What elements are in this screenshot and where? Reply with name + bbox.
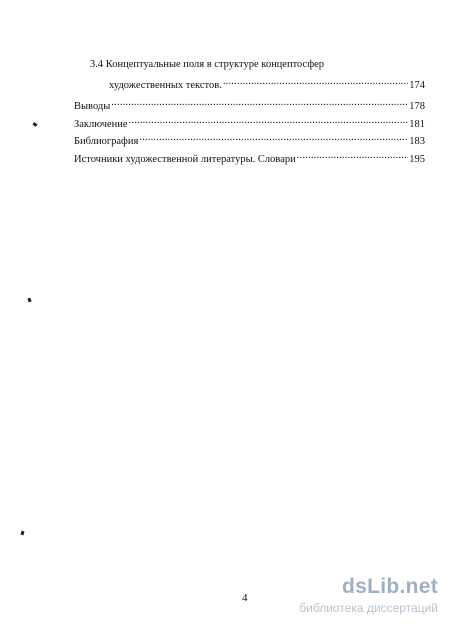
dot-leader: [139, 131, 408, 144]
toc-entry-sources-dictionaries[interactable]: [74, 149, 425, 166]
scan-artifact-mark: [27, 298, 31, 303]
toc-entry-label: Библиография: [74, 136, 139, 147]
dot-leader: [297, 149, 409, 162]
toc-page-number: 174: [409, 80, 425, 91]
toc-entry-label: Заключение: [74, 119, 128, 130]
toc-entry-bibliography[interactable]: [74, 131, 425, 148]
toc-section-3-4-title-line2: художественных текстов.: [109, 80, 222, 91]
page-number: 4: [242, 592, 248, 604]
toc-entry-conclusion[interactable]: [74, 114, 425, 131]
dot-leader: [129, 114, 409, 127]
dot-leader: [111, 96, 408, 109]
toc-page-number: 181: [409, 119, 425, 130]
dot-leader: [223, 75, 408, 88]
site-watermark: [273, 575, 438, 615]
watermark-logo: dsLib.net: [341, 575, 438, 598]
toc-entry-conclusions[interactable]: [74, 96, 425, 113]
scan-artifact-mark: [21, 531, 25, 536]
toc-page-number: 178: [409, 101, 425, 112]
toc-entry-label: Источники художественной литературы. Словари: [74, 154, 296, 165]
toc-section-3-4-title-line1: 3.4 Концептуальные поля в структуре концептосфер: [90, 59, 325, 70]
toc-entry-label: Выводы: [74, 101, 111, 112]
toc-page-number: 195: [409, 154, 425, 165]
scan-artifact-mark: [33, 122, 38, 127]
toc-section-3-4-entry[interactable]: [109, 75, 425, 92]
toc-page-number: 183: [409, 136, 425, 147]
watermark-subtitle: библиотека диссертаций: [299, 601, 438, 615]
